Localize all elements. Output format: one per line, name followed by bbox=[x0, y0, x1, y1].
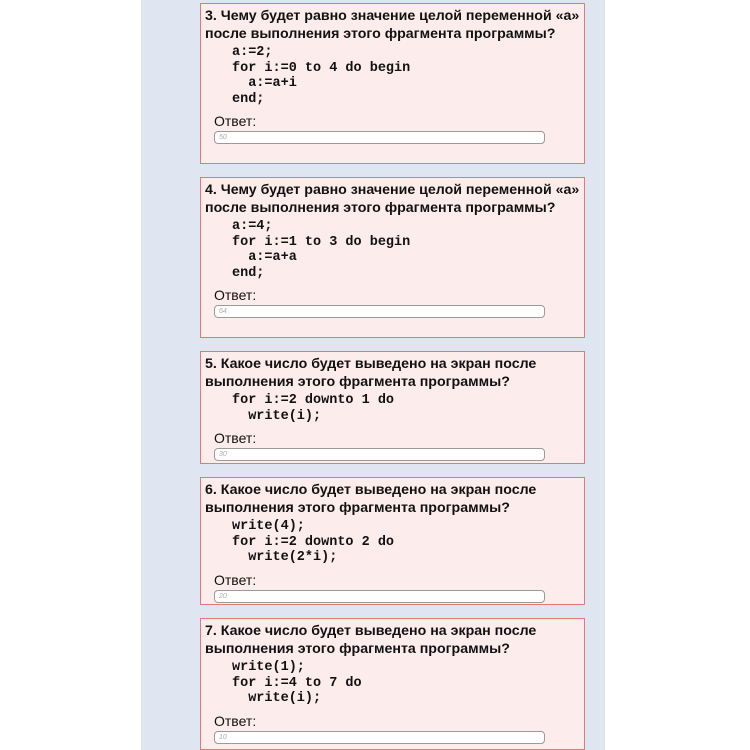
code-line: for i:=1 to 3 do begin bbox=[232, 234, 411, 250]
answer-label: Ответ: bbox=[214, 287, 257, 303]
code-line: a:=4; bbox=[232, 219, 273, 234]
question-title: 3. Чему будет равно значение целой переменной «a» после выполнения этого фрагмента программы? bbox=[205, 8, 580, 42]
code-line: a:=a+i bbox=[232, 76, 297, 91]
code-line: for i:=2 downto 2 do bbox=[232, 534, 395, 550]
code-block bbox=[205, 45, 580, 107]
question-card-4 bbox=[200, 177, 585, 338]
code-block bbox=[205, 519, 580, 566]
code-line: a:=2; bbox=[232, 45, 273, 60]
code-line: end; bbox=[232, 265, 265, 281]
code-block bbox=[205, 393, 580, 424]
code-line: write(i); bbox=[232, 691, 322, 706]
answer-input[interactable]: 20 bbox=[214, 590, 545, 603]
answer-input[interactable]: 50 bbox=[214, 131, 545, 144]
code-line: end; bbox=[232, 91, 265, 107]
answer-label: Ответ: bbox=[214, 712, 257, 729]
code-block bbox=[205, 219, 580, 281]
code-line: write(i); bbox=[232, 408, 322, 424]
question-title: 4. Чему будет равно значение целой переменной «a» после выполнения этого фрагмента программы? bbox=[205, 182, 580, 216]
question-title: 7. Какое число будет выведено на экран после выполнения этого фрагмента программы? bbox=[205, 623, 537, 657]
answer-label: Ответ: bbox=[214, 571, 257, 588]
question-card-6 bbox=[200, 477, 585, 605]
code-line: write(1); bbox=[232, 660, 305, 675]
answer-label: Ответ: bbox=[214, 113, 257, 129]
question-card-5 bbox=[200, 351, 585, 464]
code-line: a:=a+a bbox=[232, 250, 297, 265]
answer-input[interactable]: 10 bbox=[214, 731, 545, 744]
question-title: 5. Какое число будет выведено на экран после выполнения этого фрагмента программы? bbox=[205, 356, 537, 390]
code-line: for i:=2 downto 1 do bbox=[232, 393, 395, 408]
question-title: 6. Какое число будет выведено на экран после выполнения этого фрагмента программы? bbox=[205, 482, 537, 516]
question-card-7 bbox=[200, 618, 585, 750]
code-line: write(2*i); bbox=[232, 550, 338, 565]
code-block bbox=[205, 660, 580, 707]
question-card-3 bbox=[200, 3, 585, 164]
code-line: write(4); bbox=[232, 519, 305, 534]
answer-input[interactable]: 64 bbox=[214, 305, 545, 318]
code-line: for i:=0 to 4 do begin bbox=[232, 60, 411, 76]
code-line: for i:=4 to 7 do bbox=[232, 675, 362, 691]
answer-input[interactable]: 30 bbox=[214, 448, 545, 461]
answer-label: Ответ: bbox=[214, 430, 257, 446]
